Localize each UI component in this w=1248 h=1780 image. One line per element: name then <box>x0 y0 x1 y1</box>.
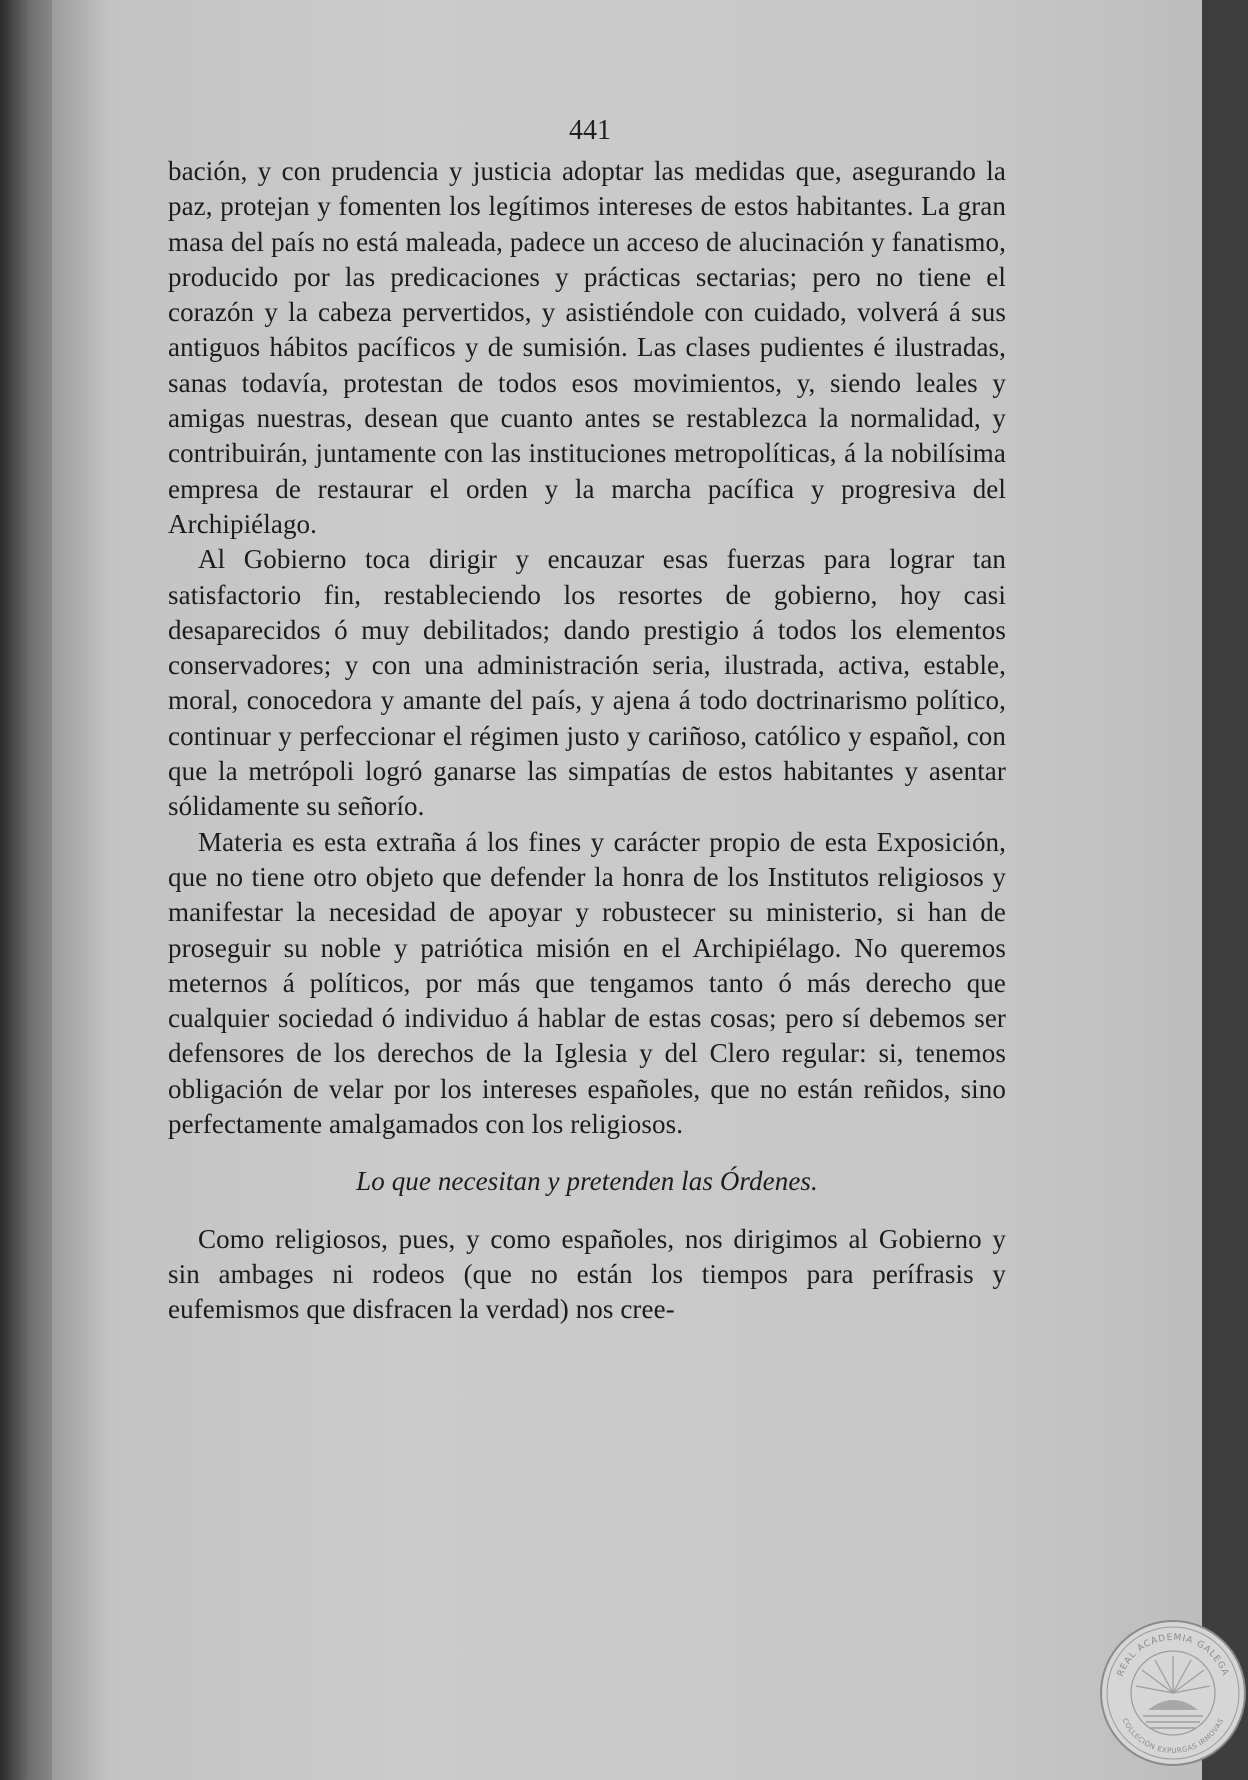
paragraph-1: bación, y con prudencia y justicia adoptar las medidas que, asegurando la paz, protejan y fomenten los legítimos intereses de estos habitantes. La gran masa del país no está maleada, padece un acceso de alucinación y fanatismo, producido por las predicaciones y prácticas sectarias; pero no tiene el corazón y la cabeza pervertidos, y asistiéndole con cuidado, volverá á sus antiguos hábitos pacíficos y de sumisión. Las clases pudientes é ilustradas, sanas todavía, protestan de todos esos movimientos, y, siendo leales y amigas nuestras, desean que cuanto antes se restablezca la normalidad, y contribuirán, juntamente con las instituciones metropolíticas, á la nobilísima empresa de restaurar el orden y la marcha pacífica y progresiva del Archipiélago. <box>168 156 1006 539</box>
page-number: 441 <box>569 115 611 146</box>
paragraph-2: Al Gobierno toca dirigir y encauzar esas fuerzas para lograr tan satisfactorio fin, restableciendo los resortes de gobierno, hoy casi desaparecidos ó muy debilitados; dando prestigio á todos los elementos conservadores; y con una administración seria, ilustrada, activa, estable, moral, conocedora y amante del país, y ajena á todo doctrinarismo político, continuar y perfeccionar el régimen justo y cariñoso, católico y español, con que la metrópoli logró ganarse las simpatías de estos habitantes y asentar sólidamente su señorío. <box>168 544 1006 822</box>
paragraph-4: Como religiosos, pues, y como españoles, nos dirigimos al Gobierno y sin ambages ni rodeos (que no están los tiempos para perífrasis y eufemismos que disfracen la verdad) nos cree- <box>168 1223 1006 1325</box>
body-text <box>168 154 1006 1328</box>
library-seal-stamp <box>1098 1618 1248 1768</box>
stamp-top-text: REAL ACADEMIA GALEGA <box>1115 1632 1231 1678</box>
paragraph-3: Materia es esta extraña á los fines y carácter propio de esta Exposición, que no tiene otro objeto que defender la honra de los Institutos religiosos y manifestar la necesidad de apoyar y robustecer su ministerio, si han de proseguir su noble y patriótica misión en el Archipiélago. No queremos meternos á políticos, por más que tengamos tanto ó más derecho que cualquier sociedad ó individuo á hablar de estas cosas; pero sí debemos ser defensores de los derechos de la Iglesia y del Clero regular: si, tenemos obligación de velar por los intereses españoles, que no están reñidos, sino perfectamente amalgamados con los religiosos. <box>168 826 1006 1140</box>
book-binding-edge <box>0 0 58 1780</box>
stamp-bottom-text: COLLECIÓN EXPURGAS IRMOVAS <box>1120 1717 1226 1756</box>
section-heading: Lo que necesitan y pretenden las Órdenes. <box>356 1166 818 1197</box>
document-page <box>52 0 1231 1780</box>
